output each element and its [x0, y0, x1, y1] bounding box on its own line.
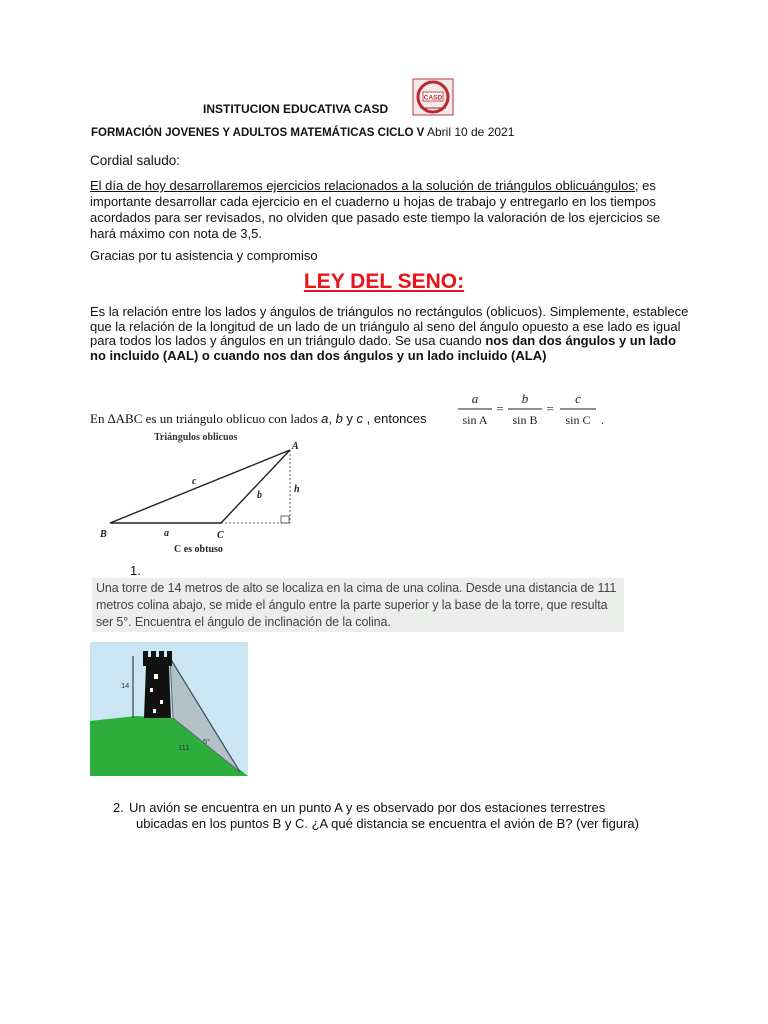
svg-text:=: =: [496, 401, 504, 416]
institution-title: INSTITUCION EDUCATIVA CASD: [203, 102, 389, 116]
problem-2: [113, 800, 693, 832]
vertex-a-label: A: [292, 441, 299, 452]
intro-rest: ; es importante desarrollar cada ejercicio en el cuaderno u hojas de trabajo y entregarlo en los tiempos acordados para ser revisados, no olviden que pasado este tiempo la valoración de los ejercicios se hará máximo con nota de 3,5.: [90, 178, 661, 241]
svg-text:=: =: [546, 401, 554, 416]
law-of-sines-formula: [455, 388, 615, 434]
formula-sep-2: y: [342, 411, 357, 426]
triangle-figure-title: Triángulos oblicuos: [154, 432, 238, 443]
section-title: [0, 270, 768, 294]
side-c-figure-label: c: [192, 476, 197, 487]
document-date: Abril 10 de 2021: [424, 125, 515, 139]
side-b-label: b: [335, 411, 343, 426]
ley-description: [90, 305, 690, 363]
formula-sep-1: ,: [328, 411, 336, 426]
formula-suffix: , entonces: [363, 411, 427, 426]
tower-height-label: 14: [121, 681, 130, 690]
side-a-figure-label: a: [164, 528, 169, 539]
angle-label: 5°: [203, 737, 211, 746]
greeting: Cordial saludo:: [90, 153, 181, 168]
oblique-triangle-figure: [96, 428, 300, 563]
logo-text: CASD: [423, 94, 443, 102]
side-a-label: a: [321, 411, 329, 426]
problem-1-text: Una torre de 14 metros de alto se localiza en la cima de una colina. Desde una distancia de 111 metros colina abajo, se mide el ángulo entre la parte superior y la base de la torre, que resulta ser 5°. Encuentra el ángulo de inclinación de la colina.: [96, 581, 617, 629]
fraction-a-denominator: sin A: [462, 413, 488, 427]
problem-2-number: 2.: [113, 800, 124, 815]
height-h-label: h: [294, 484, 300, 495]
fraction-b-denominator: sin B: [512, 413, 538, 427]
vertex-b-label: B: [100, 529, 107, 540]
course-name: FORMACIÓN JOVENES Y ADULTOS MATEMÁTICAS CICLO V: [91, 127, 425, 139]
ley-del-seno-title: LEY DEL SENO:: [303, 270, 465, 293]
formula-prefix: En ∆ABC es un triángulo oblicuo con lados: [90, 411, 322, 426]
problem-2-text-1: Un avión se encuentra en un punto A y es observado por dos estaciones terrestres: [129, 800, 606, 815]
slope-distance-label: 111: [178, 743, 190, 752]
tower-hill-figure: [90, 642, 248, 776]
side-b-figure-label: b: [257, 490, 262, 501]
problem-2-line-1: [113, 800, 693, 816]
formula-statement: [90, 411, 427, 427]
right-angle-mark: [281, 516, 289, 523]
vertex-c-label: C: [217, 530, 224, 541]
thanks-line: Gracias por tu asistencia y compromiso: [90, 248, 318, 263]
side-c-label: c: [356, 411, 364, 426]
triangle-figure-caption: C es obtuso: [174, 544, 223, 555]
fraction-c-numerator: c: [575, 391, 581, 406]
ley-description-text: Es la relación entre los lados y ángulos de triángulos no rectángulos (oblicuos). Simplemente, establece que la relación de la longitud de un lado de un triángulo al seno del ángulo opuesto a ese lado es igual para todos los lados y ángulos en un triángulo dado. Se usa cuando: [90, 304, 689, 348]
tower-icon: [143, 651, 172, 718]
course-subtitle: [91, 125, 514, 139]
svg-text:.: .: [601, 413, 604, 427]
fraction-c-denominator: sin C: [565, 413, 591, 427]
ley-description-bold: nos dan dos ángulos y un lado no incluido (AAL) o cuando nos dan dos ángulos y un lado incluido (ALA): [90, 333, 677, 363]
problem-2-line-2: ubicadas en los puntos B y C. ¿A qué distancia se encuentra el avión de B? (ver figura): [136, 816, 639, 831]
fraction-b-numerator: b: [521, 391, 529, 406]
fraction-a-numerator: a: [471, 391, 479, 406]
casd-logo: [412, 78, 454, 116]
problem-1-number: 1.: [130, 563, 141, 578]
intro-underlined: El día de hoy desarrollaremos ejercicios relacionados a la solución de triángulos oblicuángulos: [90, 178, 635, 193]
triangle-abc: [110, 450, 290, 523]
intro-paragraph: [90, 178, 685, 242]
